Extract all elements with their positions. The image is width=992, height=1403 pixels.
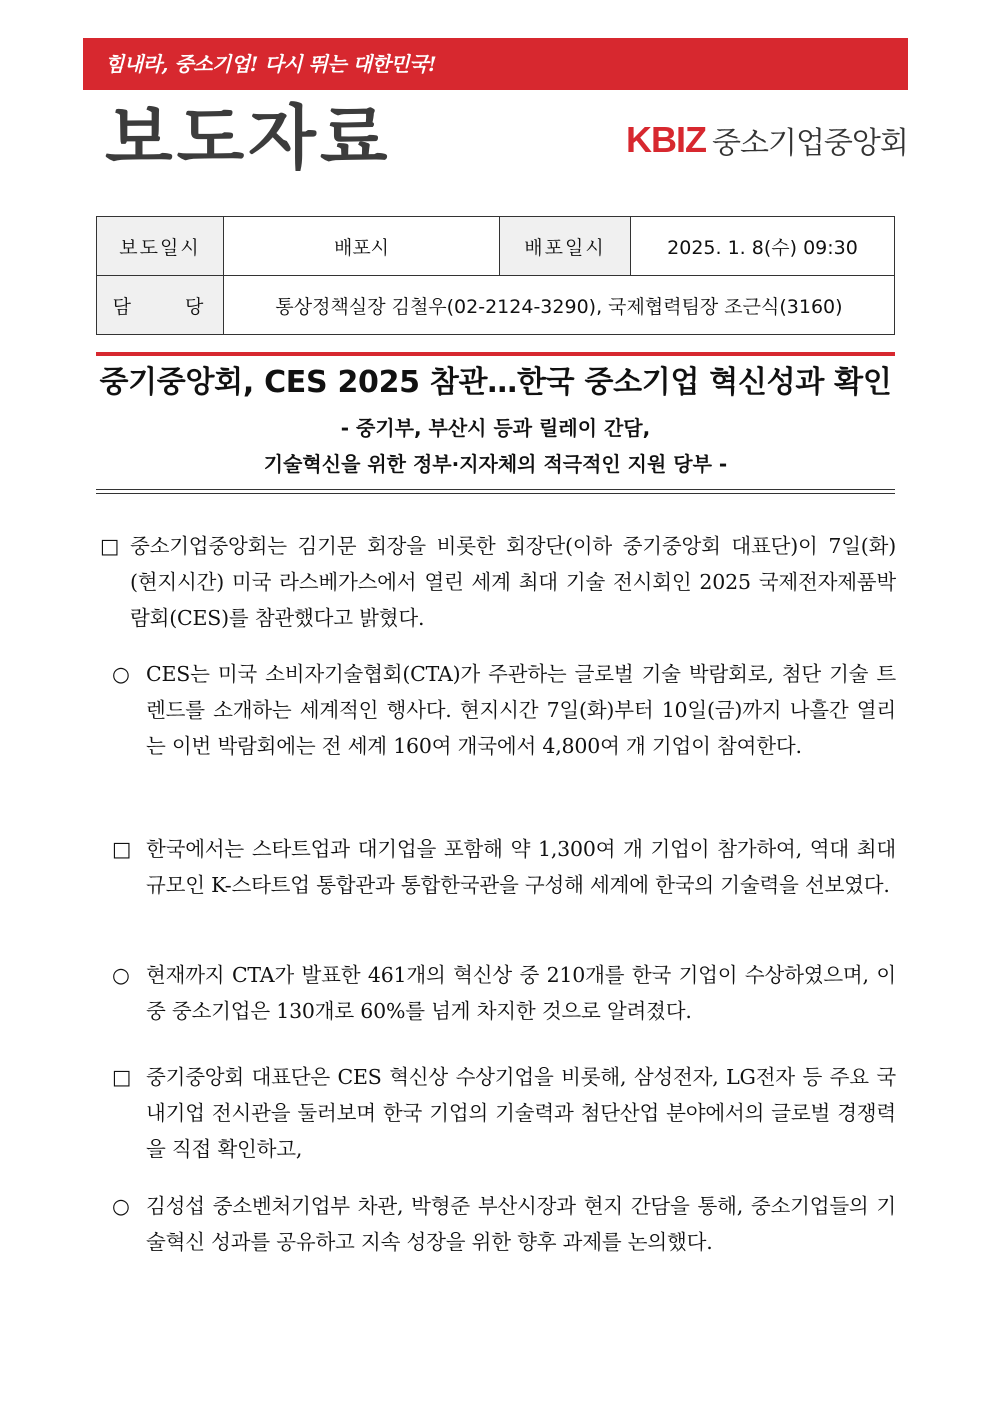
paragraph-text: 김성섭 중소벤처기업부 차관, 박형준 부산시장과 현지 간담을 통해, 중소기업들의 기술혁신 성과를 공유하고 지속 성장을 위한 향후 과제를 논의했다.: [146, 1194, 896, 1254]
paragraph-2: [96, 656, 896, 764]
paragraph-text: 한국에서는 스타트업과 대기업을 포함해 약 1,300여 개 기업이 참가하여, 역대 최대 규모인 K-스타트업 통합관과 통합한국관을 구성해 세계에 한국의 기술력을 선보였다.: [146, 837, 896, 897]
distribution-time-label: 배포일시: [500, 217, 631, 276]
paragraph-5: [96, 1059, 896, 1167]
paragraph-6: [96, 1188, 896, 1260]
paragraph-text: 현재까지 CTA가 발표한 461개의 혁신상 중 210개를 한국 기업이 수상하였으며, 이중 중소기업은 130개로 60%를 넘게 차지한 것으로 알려졌다.: [146, 963, 896, 1023]
headline: 중기중앙회, CES 2025 참관…한국 중소기업 혁신성과 확인: [99, 365, 892, 400]
logo-mark: KBIZ: [626, 119, 706, 160]
paragraph-1: [96, 528, 896, 636]
headline-bottom-rule-2: [96, 493, 895, 494]
headline-top-rule: [96, 352, 895, 356]
release-info-table: [96, 216, 895, 335]
contact-label: 담 당: [97, 276, 224, 335]
kbiz-logo: [626, 118, 908, 162]
circle-bullet: ○: [112, 963, 130, 987]
slogan-banner: 힘내라, 중소기업! 다시 뛰는 대한민국!: [83, 38, 908, 90]
page-title: 보도자료: [105, 97, 392, 179]
square-bullet: □: [100, 534, 120, 558]
square-bullet: □: [112, 1065, 132, 1089]
distribution-time-value: 2025. 1. 8(수) 09:30: [631, 217, 895, 276]
paragraph-text: 중기중앙회 대표단은 CES 혁신상 수상기업을 비롯해, 삼성전자, LG전자 등 주요 국내기업 전시관을 둘러보며 한국 기업의 기술력과 첨단산업 분야에서의 글로벌 경쟁력을 직접 확인하고,: [146, 1065, 896, 1161]
subtitle-line-2: 기술혁신을 위한 정부·지자체의 적극적인 지원 당부 -: [263, 452, 728, 476]
square-bullet: □: [112, 837, 132, 861]
paragraph-3: [96, 831, 896, 903]
headline-bottom-rule: [96, 489, 895, 490]
circle-bullet: ○: [112, 1194, 130, 1218]
subtitle-line-1: - 중기부, 부산시 등과 릴레이 간담,: [340, 416, 651, 440]
logo-name: 중소기업중앙회: [712, 126, 908, 161]
paragraph-text: 중소기업중앙회는 김기문 회장을 비롯한 회장단(이하 중기중앙회 대표단)이 7일(화) (현지시간) 미국 라스베가스에서 열린 세계 최대 기술 전시회인 2025 국제전자제품박람회(CES)를 참관했다고 밝혔다.: [130, 534, 896, 630]
release-time-label: 보도일시: [97, 217, 224, 276]
paragraph-text: CES는 미국 소비자기술협회(CTA)가 주관하는 글로벌 기술 박람회로, 첨단 기술 트렌드를 소개하는 세계적인 행사다. 현지시간 7일(화)부터 10일(금)까지 나흘간 열리는 이번 박람회에는 전 세계 160여 개국에서 4,800여 개 기업이 참여한다.: [146, 662, 896, 758]
release-time-value: 배포시: [224, 217, 500, 276]
paragraph-4: [96, 957, 896, 1029]
contact-value: 통상정책실장 김철우(02-2124-3290), 국제협력팀장 조근식(3160): [224, 276, 895, 335]
circle-bullet: ○: [112, 662, 130, 686]
